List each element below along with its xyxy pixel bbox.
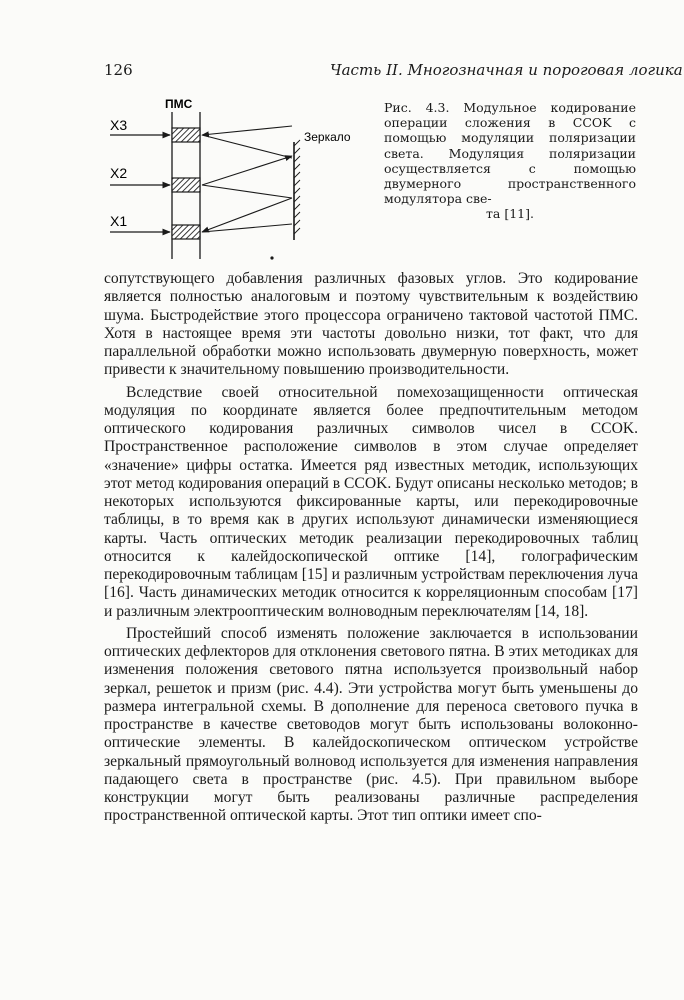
pms-cell-x1 (172, 225, 200, 239)
paragraph-2: Вследствие своей относительной помехозащищенности оптическая модуляция по координате является более предпочтительным методом оптического кодирования различных символов чисел в СCOK. Пространственное расположение символов в этом случае определяет «значение» цифры остатка. Имеется ряд известных методик, использующих этот метод кодирования операций в СCOK. Будут описаны несколько методов; в некоторых используются фиксированные карты, или перекодировочные таблицы, в то время как в других используют динамически изменяющиеся карты. Часть оптических методик реализации перекодировочных таблиц относится к калейдоскопической оптике [14], голографическим перекодировочным таблицам [15] и различным устройствам переключения луча [16]. Часть динамических методик относится к корреляционным способам [17] и различным электрооптическим волноводным переключателям [14, 18]. (104, 383, 638, 620)
pms-cell-x2 (172, 178, 200, 192)
mirror-hatching (294, 140, 300, 234)
figure-4-3-diagram (104, 94, 384, 270)
caption-tail: та [11]. (486, 206, 534, 222)
caption-body: Модульное кодирование операции сложения в СCOK с помощью модуляции поляризации света. Модуляция поляризации осуществляется с помощью двумерного пространственного модулятора све- (384, 100, 636, 207)
pms-cell-x3 (172, 128, 200, 142)
mirror-label: Зеркало (304, 130, 351, 144)
caption-lead: Рис. 4.3. (384, 100, 450, 115)
running-head: Часть II. Многозначная и пороговая логика (330, 61, 683, 79)
paragraph-1: сопутствующего добавления различных фазовых углов. Это кодирование является полностью аналоговым и поэтому чувствительным к воздействию шума. Быстродействие этого процессора ограничено тактовой частотой ПМС. Хотя в настоящее время эти частоты довольно низки, тот факт, что для параллельной обработки можно использовать двумерную поверхность, может привести к значительному повышению производительности. (104, 270, 638, 379)
reflected-beams (202, 126, 292, 232)
figure-caption (384, 100, 636, 222)
body-text (104, 270, 638, 826)
paragraph-3: Простейший способ изменять положение заключается в использовании оптических дефлекторов для отклонения светового пятна. В этих методиках для изменения положения светового пятна используется произвольный набор зеркал, решеток и призм (рис. 4.4). Эти устройства могут быть уменьшены до размера интегральной схемы. В дополнение для переноса светового пучка в пространстве в качестве световодов могут быть использованы волоконно-оптические элементы. В калейдоскопическом оптическом устройстве зеркальный прямоугольный волновод используется для изменения направления падающего света в пространстве (рис. 4.5). При правильном выборе конструкции могут быть реализованы различные распределения пространственной оптической карты. Этот тип оптики имеет спо- (104, 624, 638, 825)
input-label-x1: X1 (110, 213, 128, 229)
speck (270, 256, 273, 259)
pms-label: ПМС (165, 97, 193, 111)
input-label-x3: X3 (110, 117, 128, 133)
page-number: 126 (104, 61, 133, 79)
input-label-x2: X2 (110, 165, 128, 181)
